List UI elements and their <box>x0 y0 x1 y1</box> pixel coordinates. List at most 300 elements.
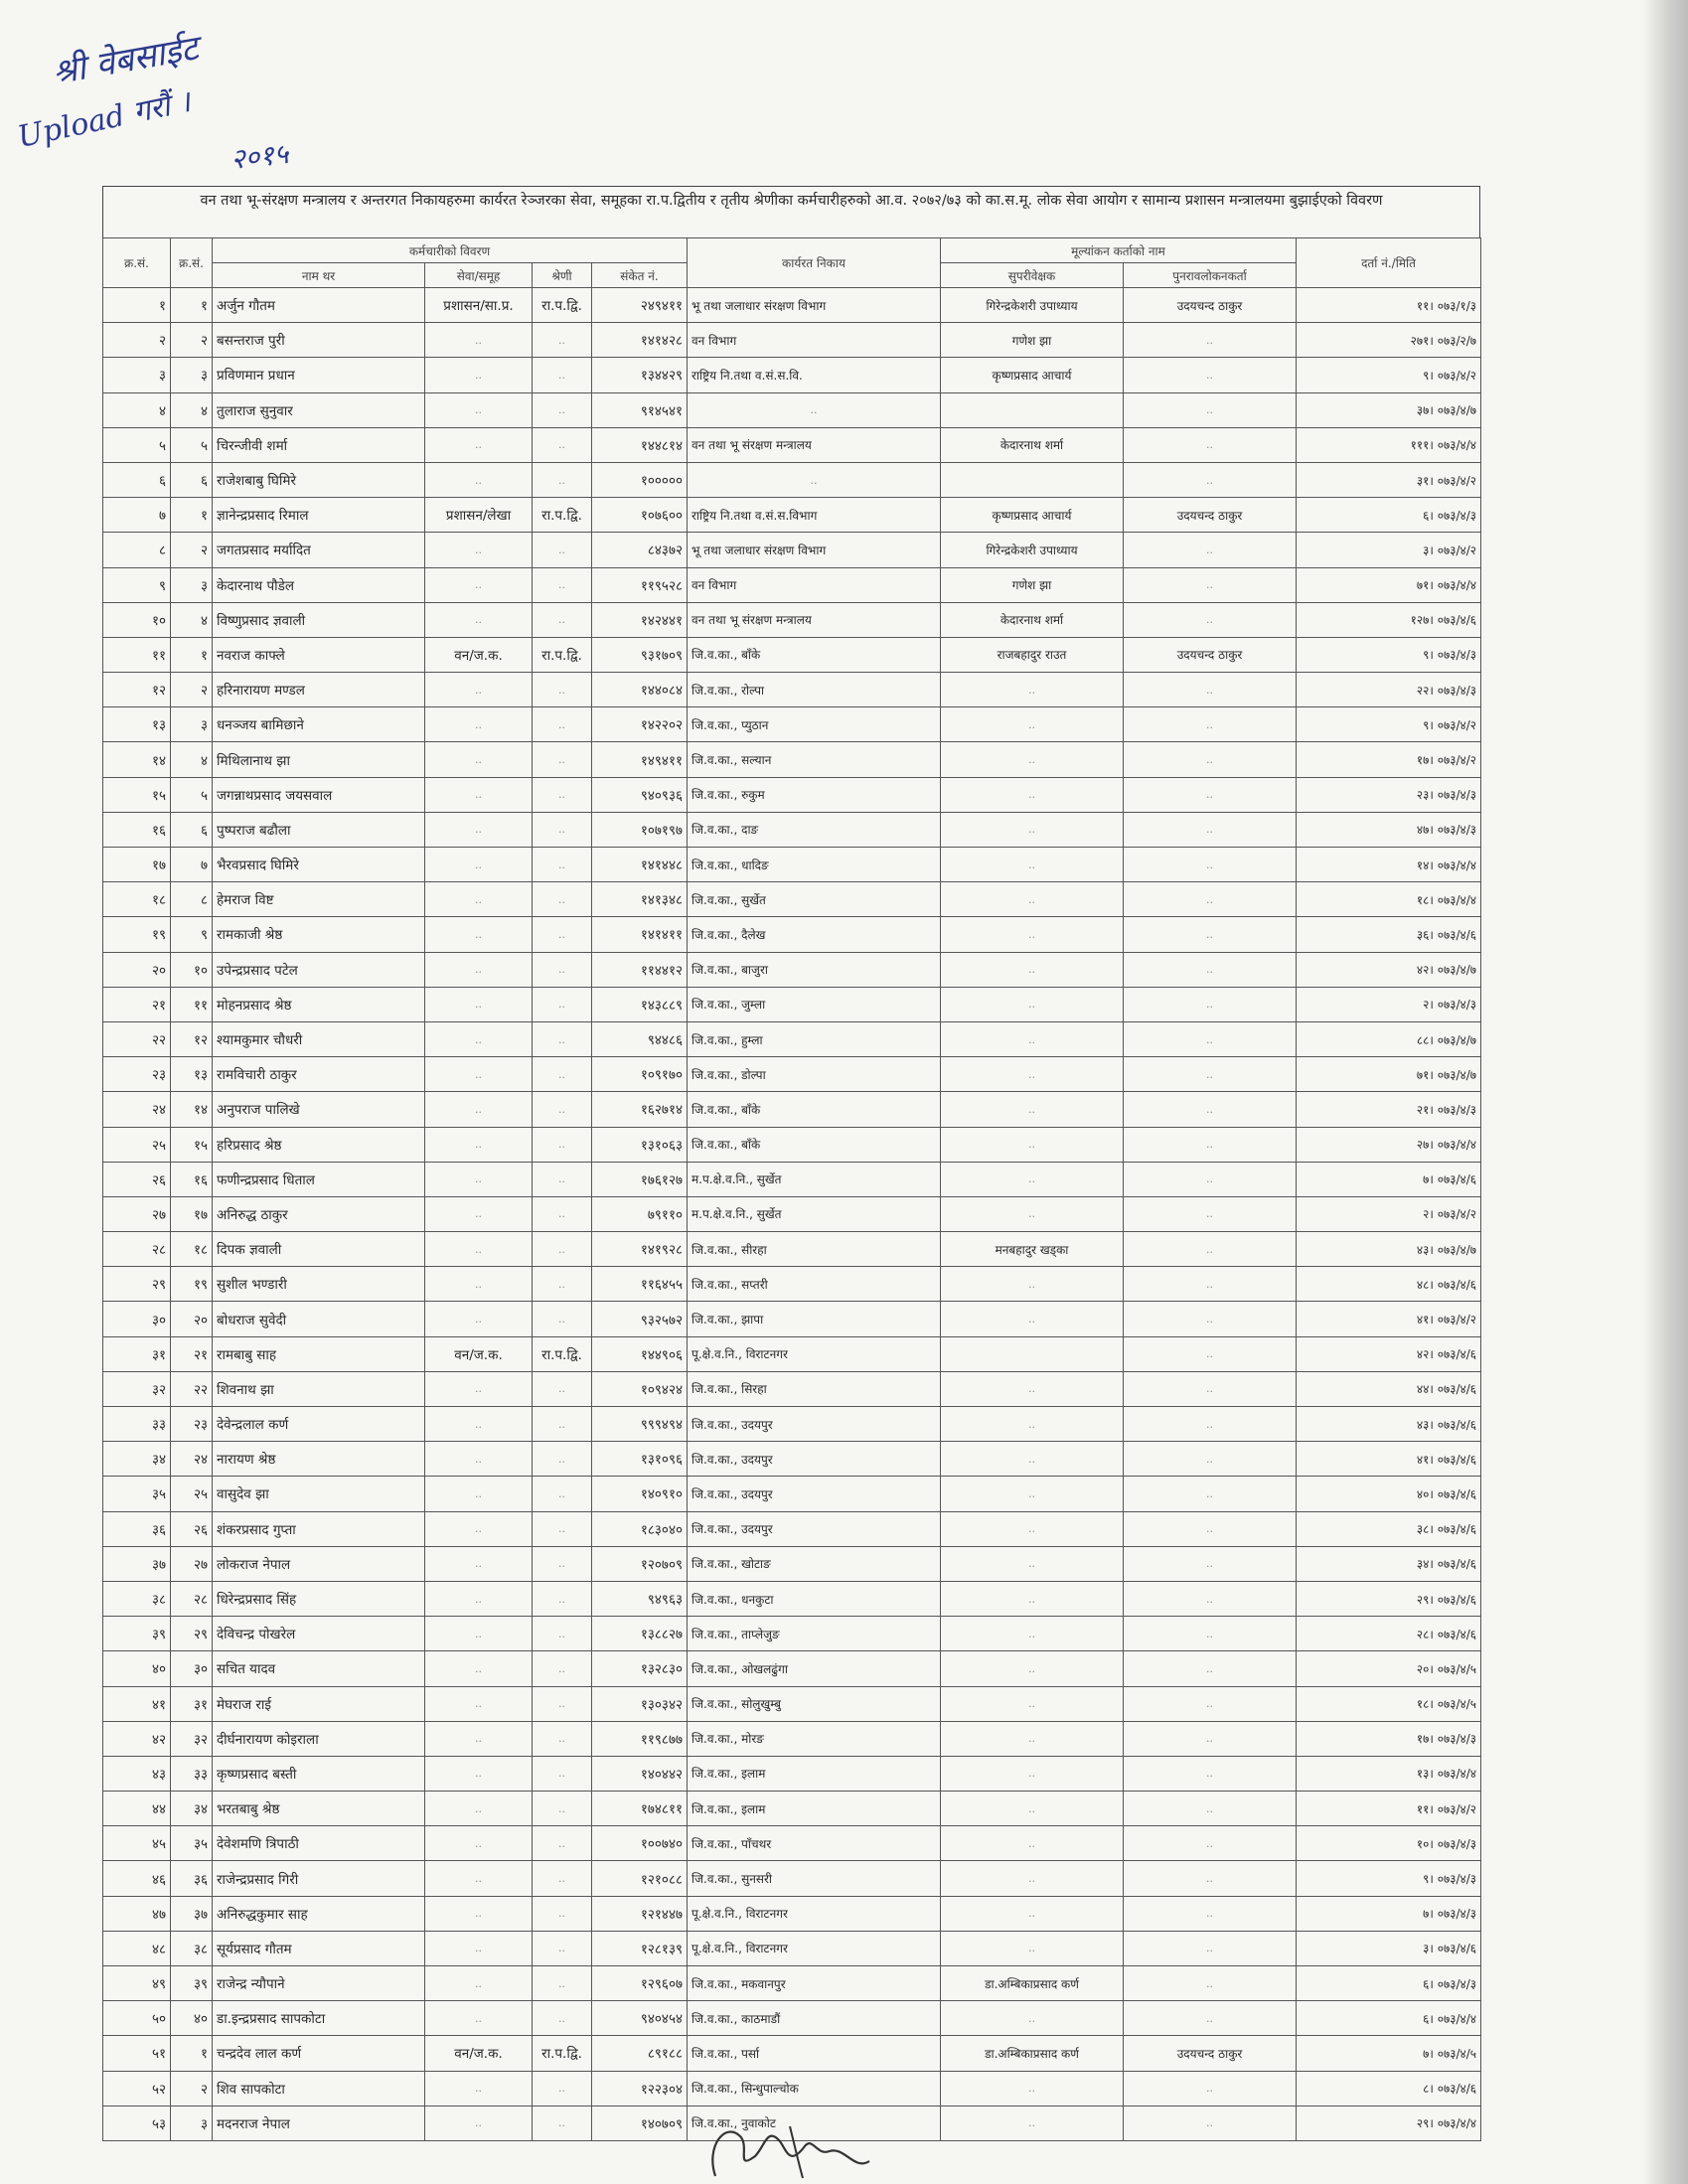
cell-name: फणीन्द्रप्रसाद धिताल <box>213 1162 425 1196</box>
table-row <box>103 1371 1481 1406</box>
cell-service: .. <box>425 1407 533 1442</box>
cell-sn: ३ <box>103 358 171 392</box>
cell-sn2: ६ <box>171 812 213 847</box>
cell-class: .. <box>533 358 592 392</box>
cell-class: .. <box>533 673 592 707</box>
table-row <box>103 742 1481 777</box>
cell-office: जि.व.का., धादिङ <box>688 848 941 882</box>
cell-sn2: १८ <box>171 1232 213 1267</box>
col-name: नाम थर <box>213 263 425 288</box>
cell-name: दिपक ज्ञवाली <box>213 1232 425 1267</box>
cell-class: .. <box>533 1546 592 1581</box>
table-row <box>103 1896 1481 1931</box>
cell-service: .. <box>425 1896 533 1931</box>
cell-supervisor: .. <box>941 1721 1124 1756</box>
cell-reviewer: .. <box>1124 1861 1297 1896</box>
cell-class: .. <box>533 2001 592 2036</box>
table-row <box>103 1021 1481 1056</box>
cell-symbol: ९४०४५४ <box>592 2001 688 2036</box>
cell-sn2: १ <box>171 288 213 323</box>
cell-name: लोकराज नेपाल <box>213 1546 425 1581</box>
table-row <box>103 1196 1481 1231</box>
cell-office: जि.व.का., सिरहा <box>688 1371 941 1406</box>
cell-sn2: ३ <box>171 707 213 742</box>
cell-sn: २९ <box>103 1267 171 1302</box>
cell-supervisor: .. <box>941 1407 1124 1442</box>
table-row <box>103 462 1481 497</box>
cell-class: .. <box>533 1721 592 1756</box>
table-row <box>103 777 1481 812</box>
cell-sn: ४५ <box>103 1826 171 1861</box>
cell-service: .. <box>425 1477 533 1511</box>
table-row <box>103 1931 1481 1965</box>
cell-dispatch: ४२। ०७३/४/७ <box>1297 952 1481 987</box>
cell-dispatch: ७१। ०७३/४/४ <box>1297 567 1481 602</box>
cell-dispatch: १११। ०७३/४/४ <box>1297 427 1481 462</box>
col-sn2: क्र.सं. <box>171 238 213 288</box>
cell-supervisor <box>941 462 1124 497</box>
cell-service: वन/ज.क. <box>425 2036 533 2071</box>
cell-reviewer: .. <box>1124 358 1297 392</box>
cell-symbol: १००७४० <box>592 1826 688 1861</box>
cell-symbol: ११९५२८ <box>592 567 688 602</box>
cell-supervisor <box>941 1336 1124 1371</box>
cell-service: .. <box>425 392 533 427</box>
cell-sn: २३ <box>103 1057 171 1092</box>
cell-supervisor: .. <box>941 882 1124 917</box>
cell-office: जि.व.का., बाजुरा <box>688 952 941 987</box>
cell-sn: ७ <box>103 498 171 533</box>
cell-class: .. <box>533 1651 592 1686</box>
cell-class: .. <box>533 567 592 602</box>
cell-dispatch: २। ०७३/४/२ <box>1297 1196 1481 1231</box>
cell-sn2: ६ <box>171 462 213 497</box>
cell-symbol: १३४४२९ <box>592 358 688 392</box>
cell-sn2: ३१ <box>171 1686 213 1721</box>
cell-sn2: ३९ <box>171 1966 213 2001</box>
cell-class: .. <box>533 1267 592 1302</box>
table-row <box>103 707 1481 742</box>
cell-reviewer: .. <box>1124 1232 1297 1267</box>
cell-supervisor: गिरेन्द्रकेशरी उपाध्याय <box>941 288 1124 323</box>
cell-symbol: १४१९२८ <box>592 1232 688 1267</box>
cell-reviewer: .. <box>1124 1477 1297 1511</box>
cell-name: सचित यादव <box>213 1651 425 1686</box>
cell-office: जि.व.का., सुर्खेत <box>688 882 941 917</box>
table-row <box>103 812 1481 847</box>
staff-table <box>102 237 1481 2141</box>
cell-sn2: ४ <box>171 742 213 777</box>
cell-reviewer: .. <box>1124 1581 1297 1616</box>
cell-service: .. <box>425 358 533 392</box>
cell-service: .. <box>425 812 533 847</box>
cell-sn: २२ <box>103 1021 171 1056</box>
cell-office: जि.व.का., मोरङ <box>688 1721 941 1756</box>
cell-name: सुशील भण्डारी <box>213 1267 425 1302</box>
cell-reviewer: .. <box>1124 1651 1297 1686</box>
cell-supervisor: कृष्णप्रसाद आचार्य <box>941 358 1124 392</box>
cell-supervisor: .. <box>941 1617 1124 1651</box>
cell-dispatch: ६। ०७३/४/३ <box>1297 1966 1481 2001</box>
cell-symbol: ११९८७७ <box>592 1721 688 1756</box>
cell-sn2: २३ <box>171 1407 213 1442</box>
cell-class: .. <box>533 533 592 567</box>
cell-supervisor: .. <box>941 952 1124 987</box>
cell-sn2: १७ <box>171 1196 213 1231</box>
table-row <box>103 323 1481 358</box>
cell-symbol: १२०७०९ <box>592 1546 688 1581</box>
cell-name: हरिनारायण मण्डल <box>213 673 425 707</box>
cell-symbol: १४०७०९ <box>592 2106 688 2140</box>
cell-office: जि.व.का., सीरहा <box>688 1232 941 1267</box>
cell-sn: ५२ <box>103 2071 171 2106</box>
cell-service: .. <box>425 707 533 742</box>
cell-class: .. <box>533 323 592 358</box>
cell-class: .. <box>533 1617 592 1651</box>
table-row <box>103 1861 1481 1896</box>
cell-name: देविचन्द्र पोखरेल <box>213 1617 425 1651</box>
cell-office: वन तथा भू संरक्षण मन्त्रालय <box>688 427 941 462</box>
cell-sn: २६ <box>103 1162 171 1196</box>
cell-supervisor: .. <box>941 2071 1124 2106</box>
cell-dispatch: १४। ०७३/४/४ <box>1297 848 1481 882</box>
cell-symbol: १२२३०४ <box>592 2071 688 2106</box>
cell-service: .. <box>425 1442 533 1477</box>
cell-sn: ५ <box>103 427 171 462</box>
cell-name: धिरेन्द्रप्रसाद सिंह <box>213 1581 425 1616</box>
table-row <box>103 1826 1481 1861</box>
cell-reviewer: .. <box>1124 602 1297 637</box>
cell-dispatch: २। ०७३/४/३ <box>1297 987 1481 1021</box>
cell-dispatch: ७१। ०७३/४/७ <box>1297 1057 1481 1092</box>
cell-reviewer: .. <box>1124 1721 1297 1756</box>
cell-reviewer: .. <box>1124 427 1297 462</box>
table-row <box>103 1651 1481 1686</box>
cell-sn2: २७ <box>171 1546 213 1581</box>
cell-service: .. <box>425 1021 533 1056</box>
cell-class: .. <box>533 1896 592 1931</box>
cell-supervisor: .. <box>941 1092 1124 1127</box>
cell-sn2: २१ <box>171 1336 213 1371</box>
cell-symbol: १४१४११ <box>592 917 688 952</box>
cell-name: जगतप्रसाद मर्यादित <box>213 533 425 567</box>
cell-supervisor: .. <box>941 1686 1124 1721</box>
cell-reviewer: .. <box>1124 1057 1297 1092</box>
cell-class: .. <box>533 1581 592 1616</box>
cell-supervisor: .. <box>941 1127 1124 1162</box>
table-row <box>103 1617 1481 1651</box>
cell-name: देवेशमणि त्रिपाठी <box>213 1826 425 1861</box>
cell-office: वन विभाग <box>688 567 941 602</box>
cell-service: .. <box>425 1966 533 2001</box>
handwritten-line-3: २०१५ <box>229 137 290 176</box>
cell-sn2: २२ <box>171 1371 213 1406</box>
cell-name: शंकरप्रसाद गुप्ता <box>213 1511 425 1546</box>
cell-reviewer: .. <box>1124 1966 1297 2001</box>
cell-sn2: ३३ <box>171 1756 213 1791</box>
cell-reviewer: उदयचन्द ठाकुर <box>1124 637 1297 672</box>
cell-class: .. <box>533 707 592 742</box>
cell-office: जि.व.का., सल्यान <box>688 742 941 777</box>
cell-service: .. <box>425 1232 533 1267</box>
cell-dispatch: ४१। ०७३/४/६ <box>1297 1442 1481 1477</box>
cell-class: .. <box>533 392 592 427</box>
cell-service: .. <box>425 1617 533 1651</box>
cell-reviewer: उदयचन्द ठाकुर <box>1124 2036 1297 2071</box>
cell-dispatch: ४०। ०७३/४/६ <box>1297 1477 1481 1511</box>
cell-sn2: ३७ <box>171 1896 213 1931</box>
cell-sn: २७ <box>103 1196 171 1231</box>
cell-name: राजेन्द्र न्यौपाने <box>213 1966 425 2001</box>
cell-supervisor: केदारनाथ शर्मा <box>941 602 1124 637</box>
col-evaluator-group: मूल्यांकन कर्ताको नाम <box>941 238 1297 263</box>
cell-service: .. <box>425 742 533 777</box>
cell-supervisor: .. <box>941 1931 1124 1965</box>
cell-symbol: ९९९४९४ <box>592 1407 688 1442</box>
cell-dispatch: ११। ०७३/१/३ <box>1297 288 1481 323</box>
table-row <box>103 602 1481 637</box>
cell-symbol: १३१०६३ <box>592 1127 688 1162</box>
cell-office: जि.व.का., इलाम <box>688 1792 941 1826</box>
cell-dispatch: २९। ०७३/४/६ <box>1297 1581 1481 1616</box>
col-office: कार्यरत निकाय <box>688 238 941 288</box>
cell-name: केदारनाथ पौडेल <box>213 567 425 602</box>
cell-dispatch: ४२। ०७३/४/६ <box>1297 1336 1481 1371</box>
cell-office: जि.व.का., बाँके <box>688 1092 941 1127</box>
cell-service: .. <box>425 533 533 567</box>
cell-class: .. <box>533 1756 592 1791</box>
cell-service: .. <box>425 777 533 812</box>
cell-service: .. <box>425 1931 533 1965</box>
cell-sn: २८ <box>103 1232 171 1267</box>
cell-name: उपेन्द्रप्रसाद पटेल <box>213 952 425 987</box>
cell-name: ज्ञानेन्द्रप्रसाद रिमाल <box>213 498 425 533</box>
cell-sn: ३५ <box>103 1477 171 1511</box>
cell-symbol: १४०४४२ <box>592 1756 688 1791</box>
table-row <box>103 1546 1481 1581</box>
cell-name: विष्णुप्रसाद ज्ञवाली <box>213 602 425 637</box>
cell-name: हेमराज विष्ट <box>213 882 425 917</box>
cell-supervisor: .. <box>941 848 1124 882</box>
col-symbol: संकेत नं. <box>592 263 688 288</box>
cell-reviewer: .. <box>1124 742 1297 777</box>
cell-sn2: ३४ <box>171 1792 213 1826</box>
cell-service: .. <box>425 848 533 882</box>
cell-office: जि.व.का., सुनसरी <box>688 1861 941 1896</box>
cell-sn: ३९ <box>103 1617 171 1651</box>
cell-sn2: ३ <box>171 567 213 602</box>
cell-name: मदनराज नेपाल <box>213 2106 425 2140</box>
cell-dispatch: ७। ०७३/४/५ <box>1297 2036 1481 2071</box>
cell-name: नारायण श्रेष्ठ <box>213 1442 425 1477</box>
cell-service: प्रशासन/सा.प्र. <box>425 288 533 323</box>
cell-office: जि.व.का., उदयपुर <box>688 1511 941 1546</box>
cell-sn2: २४ <box>171 1442 213 1477</box>
table-row <box>103 1756 1481 1791</box>
cell-supervisor: डा.अम्बिकाप्रसाद कर्ण <box>941 2036 1124 2071</box>
cell-dispatch: ६। ०७३/४/३ <box>1297 498 1481 533</box>
cell-symbol: १७६१२७ <box>592 1162 688 1196</box>
cell-reviewer: .. <box>1124 533 1297 567</box>
cell-office: जि.व.का., झापा <box>688 1302 941 1336</box>
cell-service: .. <box>425 1162 533 1196</box>
cell-office: म.प.क्षे.व.नि., सुर्खेत <box>688 1162 941 1196</box>
cell-supervisor: केदारनाथ शर्मा <box>941 427 1124 462</box>
cell-sn: १८ <box>103 882 171 917</box>
cell-dispatch: ३६। ०७३/४/६ <box>1297 917 1481 952</box>
cell-supervisor: .. <box>941 1546 1124 1581</box>
cell-dispatch: ३४। ०७३/४/६ <box>1297 1546 1481 1581</box>
cell-sn: ३७ <box>103 1546 171 1581</box>
cell-class: रा.प.द्वि. <box>533 498 592 533</box>
cell-service: .. <box>425 2001 533 2036</box>
cell-dispatch: १७। ०७३/४/३ <box>1297 1721 1481 1756</box>
cell-service: .. <box>425 917 533 952</box>
cell-dispatch: १२७। ०७३/४/६ <box>1297 602 1481 637</box>
cell-office: जि.व.का., सोलुखुम्बु <box>688 1686 941 1721</box>
cell-sn: ४९ <box>103 1966 171 2001</box>
table-row <box>103 848 1481 882</box>
cell-service: .. <box>425 323 533 358</box>
cell-dispatch: ८। ०७३/४/६ <box>1297 2071 1481 2106</box>
cell-reviewer: .. <box>1124 917 1297 952</box>
cell-office: जि.व.का., धनकुटा <box>688 1581 941 1616</box>
cell-sn2: २९ <box>171 1617 213 1651</box>
cell-reviewer: .. <box>1124 777 1297 812</box>
cell-service: .. <box>425 1511 533 1546</box>
cell-class: .. <box>533 917 592 952</box>
cell-supervisor: .. <box>941 1581 1124 1616</box>
cell-name: राजेशबाबु घिमिरे <box>213 462 425 497</box>
cell-dispatch: १०। ०७३/४/३ <box>1297 1826 1481 1861</box>
table-row <box>103 2071 1481 2106</box>
table-row <box>103 1162 1481 1196</box>
cell-reviewer: .. <box>1124 1931 1297 1965</box>
cell-sn2: १ <box>171 498 213 533</box>
cell-name: कृष्णप्रसाद बस्ती <box>213 1756 425 1791</box>
cell-sn2: ३ <box>171 2106 213 2140</box>
cell-dispatch: ४१। ०७३/४/२ <box>1297 1302 1481 1336</box>
table-row <box>103 358 1481 392</box>
cell-reviewer: .. <box>1124 882 1297 917</box>
cell-sn: ३१ <box>103 1336 171 1371</box>
cell-class: रा.प.द्वि. <box>533 637 592 672</box>
cell-symbol: ११६४५५ <box>592 1267 688 1302</box>
cell-sn2: १ <box>171 637 213 672</box>
table-row <box>103 1966 1481 2001</box>
cell-sn: २० <box>103 952 171 987</box>
cell-supervisor: .. <box>941 1826 1124 1861</box>
cell-sn2: १६ <box>171 1162 213 1196</box>
cell-supervisor: डा.अम्बिकाप्रसाद कर्ण <box>941 1966 1124 2001</box>
cell-sn: ३० <box>103 1302 171 1336</box>
cell-reviewer: .. <box>1124 1407 1297 1442</box>
cell-sn: १३ <box>103 707 171 742</box>
cell-office: वन तथा भू संरक्षण मन्त्रालय <box>688 602 941 637</box>
table-row <box>103 987 1481 1021</box>
cell-reviewer: .. <box>1124 1896 1297 1931</box>
cell-supervisor: .. <box>941 1792 1124 1826</box>
cell-supervisor: .. <box>941 1371 1124 1406</box>
cell-symbol: ९४९६३ <box>592 1581 688 1616</box>
cell-office: .. <box>688 462 941 497</box>
cell-reviewer: .. <box>1124 392 1297 427</box>
table-row <box>103 1092 1481 1127</box>
cell-dispatch: ३७। ०७३/४/७ <box>1297 392 1481 427</box>
cell-name: अनिरुद्धकुमार साह <box>213 1896 425 1931</box>
cell-class: .. <box>533 1686 592 1721</box>
cell-office: जि.व.का., खोटाङ <box>688 1546 941 1581</box>
cell-reviewer: उदयचन्द ठाकुर <box>1124 288 1297 323</box>
cell-name: पुष्पराज बढौला <box>213 812 425 847</box>
cell-sn: ४४ <box>103 1792 171 1826</box>
cell-name: सूर्यप्रसाद गौतम <box>213 1931 425 1965</box>
cell-sn2: १५ <box>171 1127 213 1162</box>
cell-symbol: १३१०९६ <box>592 1442 688 1477</box>
page-edge-shadow <box>1642 0 1688 2184</box>
cell-office: जि.व.का., काठमाडौं <box>688 2001 941 2036</box>
cell-symbol: १८३०४० <box>592 1511 688 1546</box>
cell-class: .. <box>533 1407 592 1442</box>
table-row <box>103 498 1481 533</box>
cell-supervisor: गिरेन्द्रकेशरी उपाध्याय <box>941 533 1124 567</box>
cell-sn2: १३ <box>171 1057 213 1092</box>
cell-office: जि.व.का., मकवानपुर <box>688 1966 941 2001</box>
cell-symbol: १०७१९७ <box>592 812 688 847</box>
cell-supervisor: .. <box>941 2001 1124 2036</box>
cell-symbol: १०७६०० <box>592 498 688 533</box>
cell-supervisor: .. <box>941 707 1124 742</box>
table-row <box>103 952 1481 987</box>
cell-class: .. <box>533 1232 592 1267</box>
col-dispatch: दर्ता नं./मिति <box>1297 238 1481 288</box>
cell-sn2: ७ <box>171 848 213 882</box>
cell-office: जि.व.का., उदयपुर <box>688 1477 941 1511</box>
cell-office: जि.व.का., दाङ <box>688 812 941 847</box>
cell-class: .. <box>533 602 592 637</box>
cell-sn2: १ <box>171 2036 213 2071</box>
table-row <box>103 288 1481 323</box>
table-row <box>103 1057 1481 1092</box>
cell-class: .. <box>533 1792 592 1826</box>
col-service: सेवा/समूह <box>425 263 533 288</box>
cell-name: अनिरुद्ध ठाकुर <box>213 1196 425 1231</box>
cell-reviewer: .. <box>1124 2001 1297 2036</box>
cell-dispatch: १८। ०७३/४/५ <box>1297 1686 1481 1721</box>
cell-reviewer: .. <box>1124 462 1297 497</box>
cell-office: .. <box>688 392 941 427</box>
cell-name: दीर्घनारायण कोइराला <box>213 1721 425 1756</box>
cell-symbol: १४४९०६ <box>592 1336 688 1371</box>
cell-service: .. <box>425 1826 533 1861</box>
cell-class: .. <box>533 1196 592 1231</box>
cell-name: रामविचारी ठाकुर <box>213 1057 425 1092</box>
cell-service: .. <box>425 1792 533 1826</box>
cell-reviewer: .. <box>1124 1792 1297 1826</box>
cell-sn2: ५ <box>171 427 213 462</box>
cell-sn: १९ <box>103 917 171 952</box>
cell-reviewer: .. <box>1124 848 1297 882</box>
cell-sn: ३४ <box>103 1442 171 1477</box>
table-row <box>103 567 1481 602</box>
cell-class: .. <box>533 1931 592 1965</box>
cell-supervisor: .. <box>941 1162 1124 1196</box>
cell-service: .. <box>425 1581 533 1616</box>
cell-sn2: ८ <box>171 882 213 917</box>
cell-reviewer: .. <box>1124 812 1297 847</box>
cell-name: रामबाबु साह <box>213 1336 425 1371</box>
cell-symbol: १०९१७० <box>592 1057 688 1092</box>
